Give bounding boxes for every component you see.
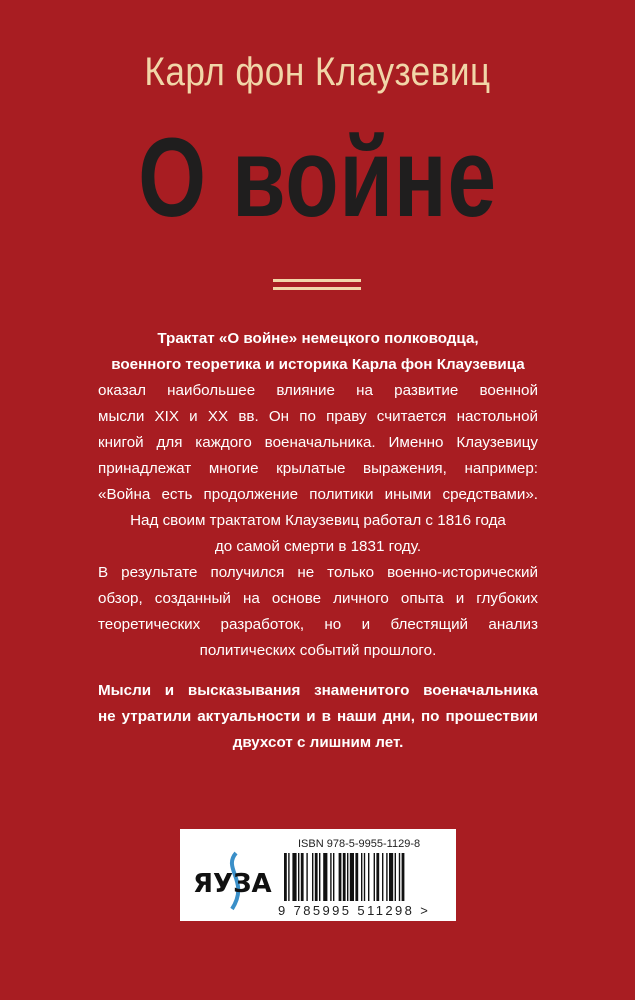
barcode-bar (330, 853, 331, 901)
barcode-bar (389, 853, 393, 901)
blurb-work-line: до самой смерти в 1831 году. (214, 538, 422, 555)
blurb-body-line: принадлежат многие крылатые выражения, например: (98, 460, 538, 477)
blurb (98, 326, 538, 756)
barcode-panel (180, 829, 456, 921)
blurb-lead-line: военного теоретика и историка Карла фон Клаузевица (111, 356, 525, 373)
barcode-bar (306, 853, 307, 901)
barcode-bar (315, 853, 318, 901)
barcode-bar (292, 853, 296, 901)
barcode-bar (374, 853, 375, 901)
blurb-work-line: Над своим трактатом Клаузевиц работал с 1816 года (130, 512, 506, 529)
yauza-logo-icon (192, 851, 278, 911)
barcode-bar (301, 853, 304, 901)
barcode-bar (319, 853, 320, 901)
barcode-bar (284, 853, 287, 901)
barcode-bar (361, 853, 362, 901)
barcode-digits: 9 785995 511298 > (278, 903, 431, 918)
barcode-bar (288, 853, 289, 901)
divider-bottom (273, 287, 361, 290)
barcode-bar (323, 853, 327, 901)
barcode-bar (368, 853, 369, 901)
barcode-bar (350, 853, 354, 901)
blurb-result-line: политических событий прошлого. (199, 642, 437, 659)
blurb-lead-line: Трактат «О войне» немецкого полководца, (157, 330, 479, 347)
blurb-body-line: мысли XIX и XX вв. Он по праву считается настольной (98, 408, 538, 425)
barcode-bar (386, 853, 387, 901)
blurb-body-line: оказал наибольшее влияние на развитие военной (98, 382, 538, 399)
barcode-bar (355, 853, 358, 901)
divider-top (273, 279, 361, 282)
barcode-bar (333, 853, 334, 901)
barcode-bar (343, 853, 346, 901)
author-name: Карл фон Клаузевиц (144, 50, 491, 94)
barcode-bar (382, 853, 383, 901)
isbn-label: ISBN 978-5-9955-1129-8 (298, 838, 421, 850)
blurb-result-line: обзор, созданный на основе личного опыта и глубоких (98, 590, 538, 607)
blurb-result-line: теоретических разработок, но и блестящий анализ (98, 616, 538, 633)
book-title: О войне (138, 115, 497, 240)
blurb-closing-line: Мысли и высказывания знаменитого военачальника (98, 682, 538, 699)
barcode-bar (347, 853, 348, 901)
blurb-body-line: книгой для каждого военачальника. Именно Клаузевицу (98, 434, 538, 451)
blurb-result-line: В результате получился не только военно-исторический (98, 564, 538, 581)
barcode-bar (298, 853, 299, 901)
barcode-bars (284, 853, 446, 901)
blurb-closing-line: не утратили актуальности и в наши дни, по прошествии (98, 708, 538, 725)
barcode-bar (312, 853, 313, 901)
barcode-bar (399, 853, 400, 901)
barcode-bar (376, 853, 379, 901)
barcode-bar (402, 853, 405, 901)
barcode-bar (364, 853, 365, 901)
blurb-closing-line: двухсот с лишним лет. (232, 734, 404, 751)
logo-text: ЯУЗА (193, 869, 272, 899)
barcode-bar (395, 853, 396, 901)
barcode-bar (339, 853, 342, 901)
blurb-body-line: «Война есть продолжение политики иными средствами». (98, 486, 538, 503)
